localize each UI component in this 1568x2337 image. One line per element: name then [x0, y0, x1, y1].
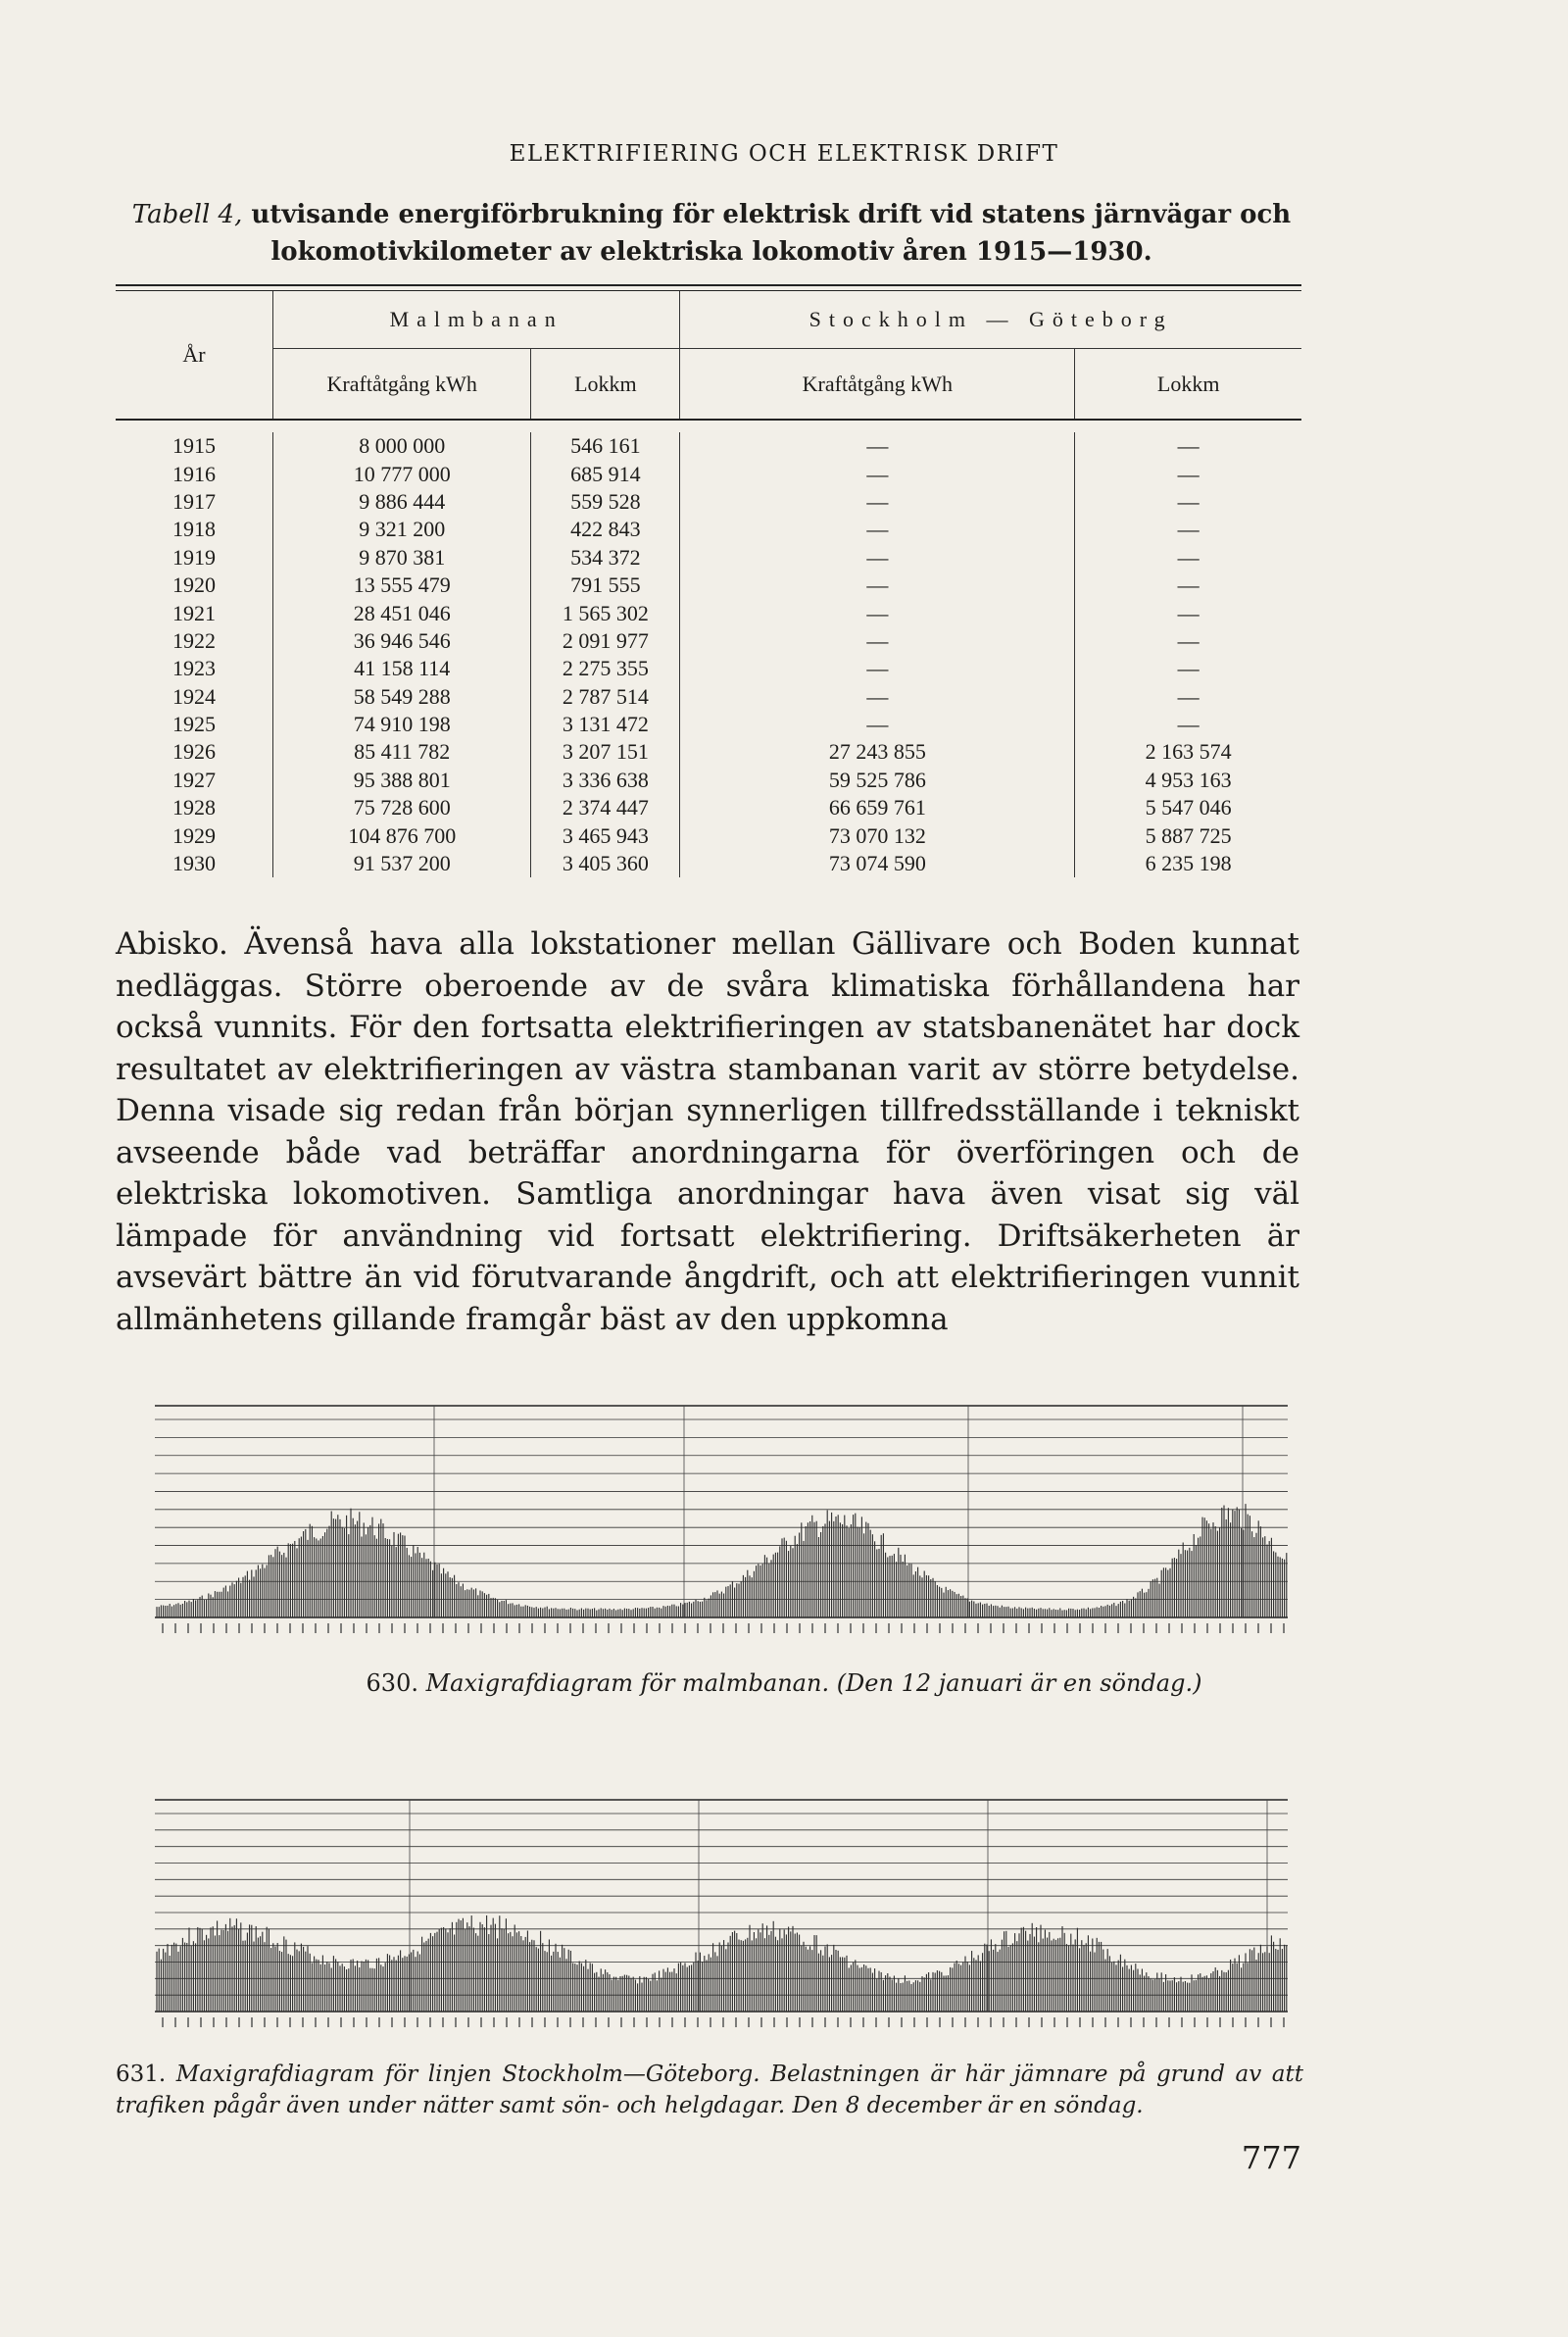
value-cell: 2 275 355: [531, 655, 680, 682]
value-cell: —: [1075, 488, 1301, 516]
value-cell: —: [1075, 544, 1301, 572]
table-row: [116, 516, 1301, 543]
value-cell: 36 946 546: [353, 627, 451, 653]
year-cell: 1920: [116, 572, 273, 599]
energy-table: [116, 284, 1301, 877]
year-cell: 1927: [116, 767, 273, 794]
value-cell: 2 374 447: [531, 794, 680, 821]
group-header-stockholm-goteborg: Stockholm — Göteborg: [680, 291, 1301, 349]
figure-630-caption-text: Maxigrafdiagram för malmbanan. (Den 12 januari är en söndag.): [425, 1669, 1202, 1697]
year-cell: 1921: [116, 599, 273, 626]
figure-631-caption-text: Maxigrafdiagram för linjen Stockholm—Göteborg. Belastningen är här jämnare på grund av att trafiken pågår även under nätter samt sön- och helgdagar. Den 8 december är en söndag.: [116, 2062, 1304, 2118]
value-cell: 2 787 514: [531, 683, 680, 711]
value-cell: —: [680, 460, 1075, 487]
maxigraf-malmbanan-plot: [116, 1400, 1292, 1653]
value-cell: 6 235 198: [1075, 850, 1301, 877]
table-row: [116, 821, 1301, 849]
value-cell: 534 372: [531, 544, 680, 572]
figure-631-caption: [116, 2059, 1303, 2121]
value-cell: 85 411 782: [354, 739, 451, 765]
table-row: [116, 572, 1301, 599]
value-cell: —: [680, 544, 1075, 572]
value-cell: 73 070 132: [680, 821, 1075, 849]
value-cell: 104 876 700: [348, 822, 457, 848]
value-cell: 27 243 855: [680, 738, 1075, 766]
value-cell: —: [680, 683, 1075, 711]
value-cell: —: [1075, 599, 1301, 626]
value-cell: 3 465 943: [531, 821, 680, 849]
figure-630-number: 630.: [366, 1669, 418, 1697]
value-cell: 3 336 638: [531, 767, 680, 794]
value-cell: —: [680, 711, 1075, 738]
table-row: [116, 738, 1301, 766]
year-cell: 1924: [116, 683, 273, 711]
subheader-sg-kwh: Kraftåtgång kWh: [680, 349, 1075, 420]
value-cell: 2 163 574: [1075, 738, 1301, 766]
table-row: [116, 627, 1301, 655]
table-row: [116, 544, 1301, 572]
value-cell: 74 910 198: [353, 712, 451, 737]
value-cell: 58 549 288: [353, 683, 451, 709]
year-cell: 1922: [116, 627, 273, 655]
value-cell: —: [1075, 432, 1301, 460]
value-cell: 559 528: [531, 488, 680, 516]
table-row: [116, 711, 1301, 738]
page-number: 777: [1241, 2139, 1301, 2176]
value-cell: —: [1075, 655, 1301, 682]
value-cell: 791 555: [531, 572, 680, 599]
value-cell: 5 547 046: [1075, 794, 1301, 821]
year-cell: 1919: [116, 544, 273, 572]
figure-630-diagram: [116, 1400, 1292, 1653]
value-cell: —: [1075, 627, 1301, 655]
table-row: [116, 683, 1301, 711]
year-cell: 1918: [116, 516, 273, 543]
year-cell: 1917: [116, 488, 273, 516]
table-row: [116, 850, 1301, 877]
figure-631-diagram: [116, 1794, 1292, 2047]
value-cell: 91 537 200: [353, 851, 451, 876]
value-cell: —: [1075, 460, 1301, 487]
table-row: [116, 655, 1301, 682]
subheader-malm-lokkm: Lokkm: [531, 349, 680, 420]
table-body: [116, 420, 1301, 877]
value-cell: —: [1075, 516, 1301, 543]
value-cell: 3 405 360: [531, 850, 680, 877]
value-cell: 546 161: [531, 432, 680, 460]
value-cell: —: [1075, 683, 1301, 711]
table-row: [116, 599, 1301, 626]
value-cell: 1 565 302: [531, 599, 680, 626]
value-cell: 10 777 000: [353, 461, 451, 486]
value-cell: 9 886 444: [359, 488, 446, 514]
running-head: ELEKTRIFIERING OCH ELEKTRISK DRIFT: [509, 141, 1059, 167]
year-cell: 1925: [116, 711, 273, 738]
value-cell: —: [1075, 711, 1301, 738]
year-cell: 1930: [116, 850, 273, 877]
year-header: År: [116, 291, 273, 420]
value-cell: 9 870 381: [359, 544, 446, 570]
table-row: [116, 432, 1301, 460]
value-cell: 685 914: [531, 460, 680, 487]
table-caption-text: utvisande energiförbrukning för elektrisk drift vid statens järnvägar och lokomotivkilometer av elektriska lokomotiv åren 1915—1930.: [251, 200, 1292, 267]
value-cell: 95 388 801: [353, 767, 451, 792]
value-cell: 13 555 479: [353, 572, 451, 598]
table-row: [116, 488, 1301, 516]
group-header-malmbanan: Malmbanan: [273, 291, 680, 349]
year-cell: 1923: [116, 655, 273, 682]
value-cell: 75 728 600: [353, 795, 451, 820]
value-cell: —: [680, 572, 1075, 599]
table-caption: [114, 196, 1309, 271]
value-cell: 66 659 761: [680, 794, 1075, 821]
table-row: [116, 767, 1301, 794]
table-row: [116, 794, 1301, 821]
value-cell: 9 321 200: [359, 517, 446, 542]
value-cell: 422 843: [531, 516, 680, 543]
year-cell: 1928: [116, 794, 273, 821]
value-cell: 5 887 725: [1075, 821, 1301, 849]
value-cell: 59 525 786: [680, 767, 1075, 794]
value-cell: 3 131 472: [531, 711, 680, 738]
maxigraf-stockholm-goteborg-plot: [116, 1794, 1292, 2047]
value-cell: —: [680, 432, 1075, 460]
value-cell: —: [680, 516, 1075, 543]
year-cell: 1916: [116, 460, 273, 487]
value-cell: —: [1075, 572, 1301, 599]
table-caption-label: Tabell 4,: [131, 200, 243, 229]
value-cell: —: [680, 627, 1075, 655]
table-row: [116, 460, 1301, 487]
year-cell: 1926: [116, 738, 273, 766]
figure-630-caption: [0, 1669, 1568, 1697]
value-cell: —: [680, 655, 1075, 682]
value-cell: 2 091 977: [531, 627, 680, 655]
value-cell: 3 207 151: [531, 738, 680, 766]
value-cell: —: [680, 488, 1075, 516]
value-cell: 41 158 114: [354, 656, 451, 681]
subheader-sg-lokkm: Lokkm: [1075, 349, 1301, 420]
year-cell: 1929: [116, 821, 273, 849]
value-cell: 4 953 163: [1075, 767, 1301, 794]
figure-631-number: 631.: [116, 2062, 167, 2087]
year-cell: 1915: [116, 432, 273, 460]
subheader-malm-kwh: Kraftåtgång kWh: [326, 371, 477, 396]
value-cell: 73 074 590: [680, 850, 1075, 877]
body-paragraph: Abisko. Ävenså hava alla lokstationer mellan Gällivare och Boden kunnat nedläggas. Större oberoende av de svåra klimatiska förhållandena har också vunnits. För den fortsatta elektrifieringen av statsbanenätet har dock resultatet av elektrifieringen av västra stambanan varit av större betydelse. Denna visade sig redan från början synnerligen tillfredsställande i tekniskt avseende både vad beträffar anordningarna för överföringen och de elektriska lokomotiven. Samtliga anordningar hava även visat sig väl lämpade för användning vid fortsatt elektrifiering. Driftsäkerheten är avsevärt bättre än vid förutvarande ångdrift, och att elektrifieringen vunnit allmänhetens gillande framgår bäst av den uppkomna: [116, 926, 1299, 1337]
value-cell: 8 000 000: [359, 433, 446, 459]
value-cell: 28 451 046: [353, 600, 451, 625]
value-cell: —: [680, 599, 1075, 626]
